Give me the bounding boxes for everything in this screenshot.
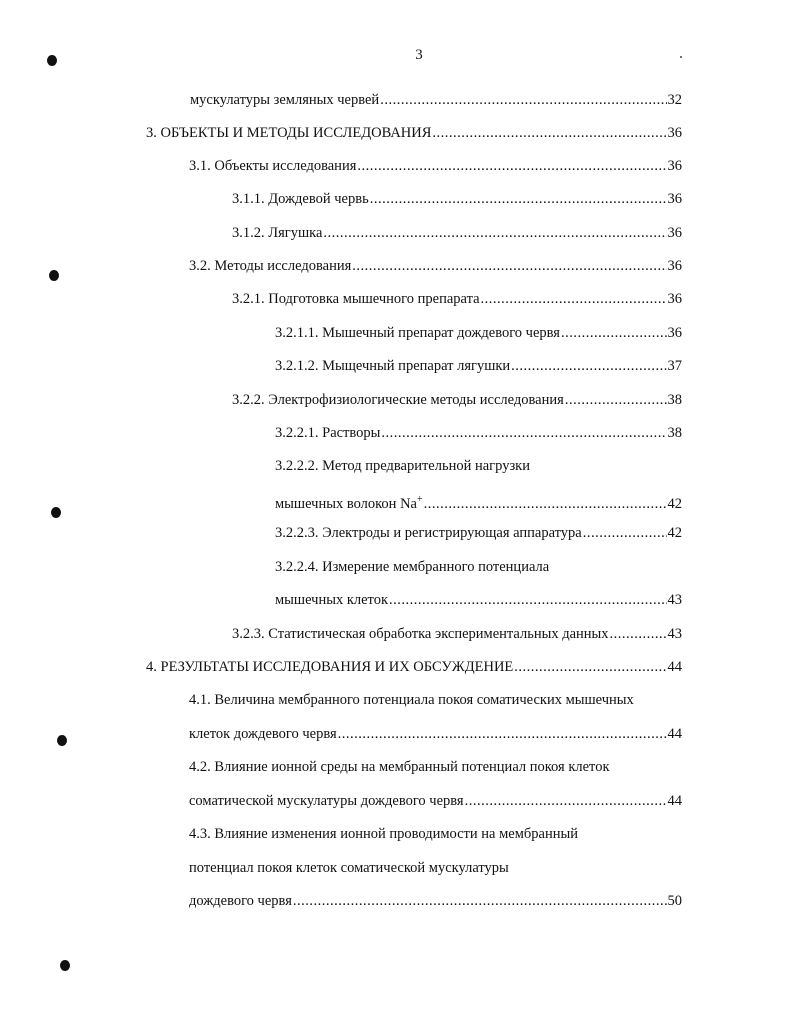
punch-hole-mark xyxy=(60,960,70,971)
toc-entry-title: 3.2.2. Электрофизиологические методы исследования xyxy=(232,392,564,408)
toc-leader-dots xyxy=(465,791,667,811)
toc-leader-dots xyxy=(293,891,667,911)
toc-entry-title: 3.1.1. Дождевой червь xyxy=(232,191,369,207)
toc-entry-page: 43 xyxy=(667,592,682,608)
toc-entry-page: 36 xyxy=(667,225,682,241)
toc-entry-page: 43 xyxy=(667,626,682,642)
toc-leader-dots xyxy=(514,657,666,677)
toc-entry xyxy=(275,523,682,543)
toc-entry-title: 3.2.2.2. Метод предварительной нагрузки xyxy=(275,458,530,474)
toc-leader-dots xyxy=(481,289,667,309)
toc-entry-title: 4.1. Величина мембранного потенциала покоя соматических мышечных xyxy=(189,692,634,708)
toc-entry-title-text: мышечных волокон Na xyxy=(275,495,417,512)
toc-entry-page: 44 xyxy=(667,659,682,675)
toc-entry-page: 38 xyxy=(667,392,682,408)
toc-entry xyxy=(189,156,682,176)
toc-entry xyxy=(189,891,682,911)
toc-leader-dots xyxy=(352,256,666,276)
toc-entry-title: 4. РЕЗУЛЬТАТЫ ИССЛЕДОВАНИЯ И ИХ ОБСУЖДЕНИЕ xyxy=(146,659,514,675)
toc-leader-dots xyxy=(338,724,667,744)
toc-entry-title: 3.2.1. Подготовка мышечного препарата xyxy=(232,291,480,307)
toc-entry-title: 3.2.3. Статистическая обработка экспериментальных данных xyxy=(232,626,609,642)
toc-entry-title: 3.2.1.1. Мышечный препарат дождевого червя xyxy=(275,325,560,341)
punch-hole-mark xyxy=(47,55,57,66)
toc-entry-title xyxy=(275,490,423,514)
toc-entry xyxy=(232,390,682,410)
punch-hole-mark xyxy=(57,735,67,746)
toc-entry xyxy=(232,624,682,644)
toc-entry-page: 44 xyxy=(667,793,682,809)
toc-entry-title: дождевого червя xyxy=(189,893,292,909)
toc-leader-dots xyxy=(370,189,667,209)
toc-entry-title: потенциал покоя клеток соматической мускулатуры xyxy=(189,860,509,876)
toc-entry-title: 3.1. Объекты исследования xyxy=(189,158,357,174)
toc-leader-dots xyxy=(323,223,666,243)
toc-leader-dots xyxy=(511,356,666,376)
toc-leader-dots xyxy=(583,523,667,543)
toc-leader-dots xyxy=(381,423,666,443)
toc-entry-title: соматической мускулатуры дождевого червя xyxy=(189,793,464,809)
toc-leader-dots xyxy=(389,590,667,610)
scan-speck xyxy=(680,56,682,58)
toc-entry-title: 3. ОБЪЕКТЫ И МЕТОДЫ ИССЛЕДОВАНИЯ xyxy=(146,125,432,141)
toc-entry xyxy=(189,724,682,744)
toc-entry xyxy=(275,490,682,510)
toc-entry xyxy=(275,423,682,443)
toc-entry xyxy=(189,256,682,276)
toc-leader-dots xyxy=(424,494,667,514)
toc-entry-title: 3.1.2. Лягушка xyxy=(232,225,323,241)
toc-entry-page: 42 xyxy=(667,495,682,512)
sodium-superscript: + xyxy=(416,494,423,505)
page-number: 3 xyxy=(415,47,423,63)
toc-entry-page: 37 xyxy=(667,358,682,374)
toc-leader-dots xyxy=(432,123,666,143)
toc-entry xyxy=(146,123,682,143)
toc-entry xyxy=(275,323,682,343)
toc-entry-title: мускулатуры земляных червей xyxy=(190,92,380,108)
toc-entry xyxy=(189,791,682,811)
toc-entry-page: 36 xyxy=(667,125,682,141)
toc-entry xyxy=(232,223,682,243)
toc-entry xyxy=(146,657,682,677)
toc-leader-dots xyxy=(610,624,667,644)
toc-entry-page: 50 xyxy=(667,893,682,909)
toc-entry-title: 3.2.2.4. Измерение мембранного потенциала xyxy=(275,559,550,575)
toc-entry-page: 36 xyxy=(667,258,682,274)
toc-entry-title: 3.2.1.2. Мыщечный препарат лягушки xyxy=(275,358,511,374)
toc-leader-dots xyxy=(357,156,666,176)
punch-hole-mark xyxy=(51,507,61,518)
toc-entry-page: 42 xyxy=(667,525,682,541)
punch-hole-mark xyxy=(49,270,59,281)
toc-entry xyxy=(190,90,682,110)
toc-entry-title: 4.3. Влияние изменения ионной проводимости на мембранный xyxy=(189,826,578,842)
toc-entry-title: 4.2. Влияние ионной среды на мембранный потенциал покоя клеток xyxy=(189,759,610,775)
toc-entry-page: 32 xyxy=(667,92,682,108)
toc-entry xyxy=(232,289,682,309)
toc-entry-title: 3.2.2.1. Растворы xyxy=(275,425,381,441)
toc-entry xyxy=(232,189,682,209)
toc-entry-title: мышечных клеток xyxy=(275,592,388,608)
toc-leader-dots xyxy=(561,323,667,343)
toc-entry-page: 36 xyxy=(667,291,682,307)
toc-entry xyxy=(275,590,682,610)
toc-entry-page: 38 xyxy=(667,425,682,441)
toc-entry-page: 44 xyxy=(667,726,682,742)
toc-entry xyxy=(275,356,682,376)
toc-entry-page: 36 xyxy=(667,191,682,207)
toc-entry-title: 3.2.2.3. Электроды и регистрирующая аппаратура xyxy=(275,525,582,541)
toc-entry-page: 36 xyxy=(667,325,682,341)
toc-leader-dots xyxy=(565,390,667,410)
toc-entry-page: 36 xyxy=(667,158,682,174)
toc-leader-dots xyxy=(380,90,666,110)
toc-entry-title: 3.2. Методы исследования xyxy=(189,258,352,274)
toc-entry-title: клеток дождевого червя xyxy=(189,726,337,742)
